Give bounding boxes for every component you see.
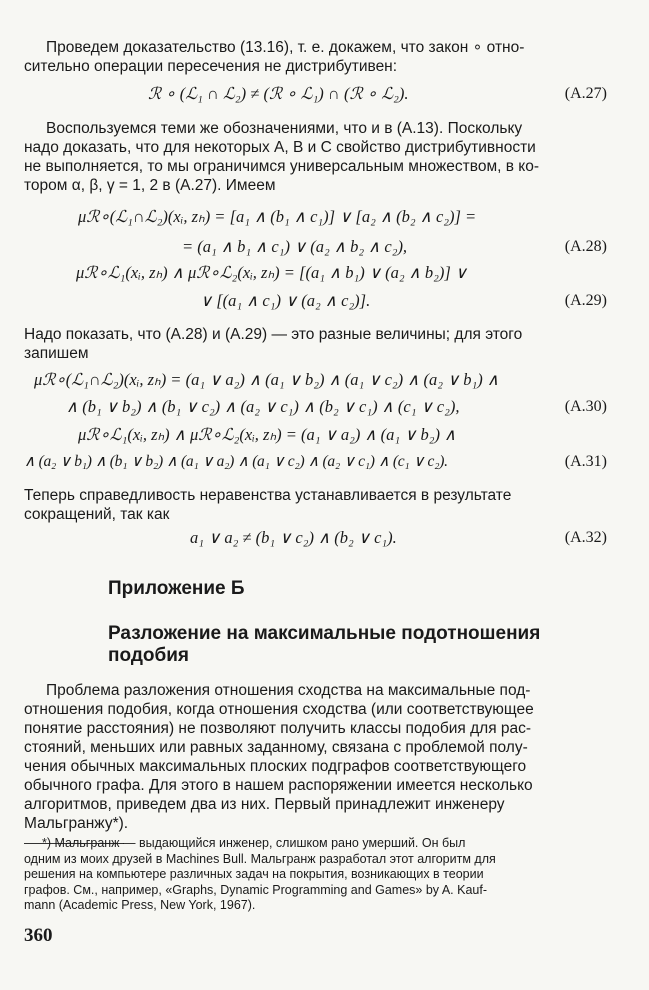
paragraph-conclusion: Теперь справедливость неравенства устанавливается в результате сокращений, так как [24,487,512,523]
equation-a31-line1: μℛ∘ℒ₁(xᵢ, zₕ) ∧ μℛ∘ℒ₂(xᵢ, zₕ) = (a₁ ∨ a₂) ∧ (a₁ ∨ b₂) ∧ [78,425,457,444]
equation-a31-line2: ∧ (a₂ ∨ b₁) ∧ (b₁ ∨ b₂) ∧ (a₁ ∨ a₂) ∧ (a₁ ∨ c₂) ∧ (a₂ ∨ c₁) ∧ (c₁ ∨ c₂). [24,453,448,470]
equation-a31-tag: (A.31) [564,453,607,470]
equation-a28-line1: μℛ∘(ℒ₁∩ℒ₂)(xᵢ, zₕ) = [a₁ ∧ (b₁ ∧ c₁)] ∨ [a₂ ∧ (b₂ ∧ c₂)] = [78,207,477,226]
appendix-title: Приложение Б [108,578,245,599]
equation-a32: a₁ ∨ a₂ ≠ (b₁ ∨ c₂) ∧ (b₂ ∨ c₁). [190,528,397,547]
equation-a32-tag: (A.32) [564,529,607,546]
appendix-subtitle-line1: Разложение на максимальные подотношения [108,623,541,644]
equation-a29-line1: μℛ∘ℒ₁(xᵢ, zₕ) ∧ μℛ∘ℒ₂(xᵢ, zₕ) = [(a₁ ∧ b₁) ∨ (a₂ ∧ b₂)] ∨ [76,263,467,282]
paragraph-decomposition: Проблема разложения отношения сходства на максимальные под- отношения подобия, когда отношения сходства (или соответствующее понятие расстояния) не позволяют получить классы подобия для рас- стояний, меньших или равных заданному, связана с проблемой полу- чения обычных максимальных плоских подграфов соответствующего обычного графа. Для этого в нашем распоряжении имеется несколько алгоритмов, приведем два из них. Первый принадлежит инженеру Мальгранжу*). [24,682,534,832]
equation-a29-tag: (A.29) [564,292,607,309]
equation-a27: ℛ ∘ (ℒ₁ ∩ ℒ₂) ≠ (ℛ ∘ ℒ₁) ∩ (ℛ ∘ ℒ₂). [148,84,409,103]
equation-a30-tag: (A.30) [564,398,607,415]
equation-a30-line2: ∧ (b₁ ∨ b₂) ∧ (b₁ ∨ c₂) ∧ (a₂ ∨ c₁) ∧ (b₂ ∨ c₁) ∧ (c₁ ∨ c₂), [66,397,460,416]
equation-a30-line1: μℛ∘(ℒ₁∩ℒ₂)(xᵢ, zₕ) = (a₁ ∨ a₂) ∧ (a₁ ∨ b₂) ∧ (a₁ ∨ c₂) ∧ (a₂ ∨ b₁) ∧ [34,370,499,389]
equation-a28-line2: = (a₁ ∧ b₁ ∧ c₁) ∨ (a₂ ∧ b₂ ∧ c₂), [182,237,408,256]
paragraph-notation: Воспользуемся теми же обозначениями, что и в (А.13). Поскольку надо доказать, что для некоторых A, B и C свойство дистрибутивности не выполняется, то мы ограничимся универсальным множеством, в ко- тором α, β, γ = 1, 2 в (А.27). Имеем [24,120,539,194]
paragraph-show-difference: Надо показать, что (А.28) и (А.29) — это разные величины; для этого запишем [24,326,523,362]
equation-a28-tag: (A.28) [564,238,607,255]
footnote: *) Мальгранж — выдающийся инженер, слишком рано умерший. Он был одним из моих друзей в Machines Bull. Мальгранж разработал этот алгоритм для решения на компьютере различных задач на покрытия, возникающих в теории графов. См., например, «Graphs, Dynamic Programming and Games» by A. Kauf- mann (Academic Press, New York, 1967). [24,836,496,912]
page-number: 360 [24,925,53,946]
appendix-subtitle-line2: подобия [108,645,190,666]
equation-a29-line2: ∨ [(a₁ ∧ c₁) ∨ (a₂ ∧ c₂)]. [200,291,371,310]
intro-paragraph: Проведем доказательство (13.16), т. е. докажем, что закон ∘ отно- сительно операции пересечения не дистрибутивен: [24,39,525,75]
equation-a27-tag: (A.27) [564,85,607,102]
